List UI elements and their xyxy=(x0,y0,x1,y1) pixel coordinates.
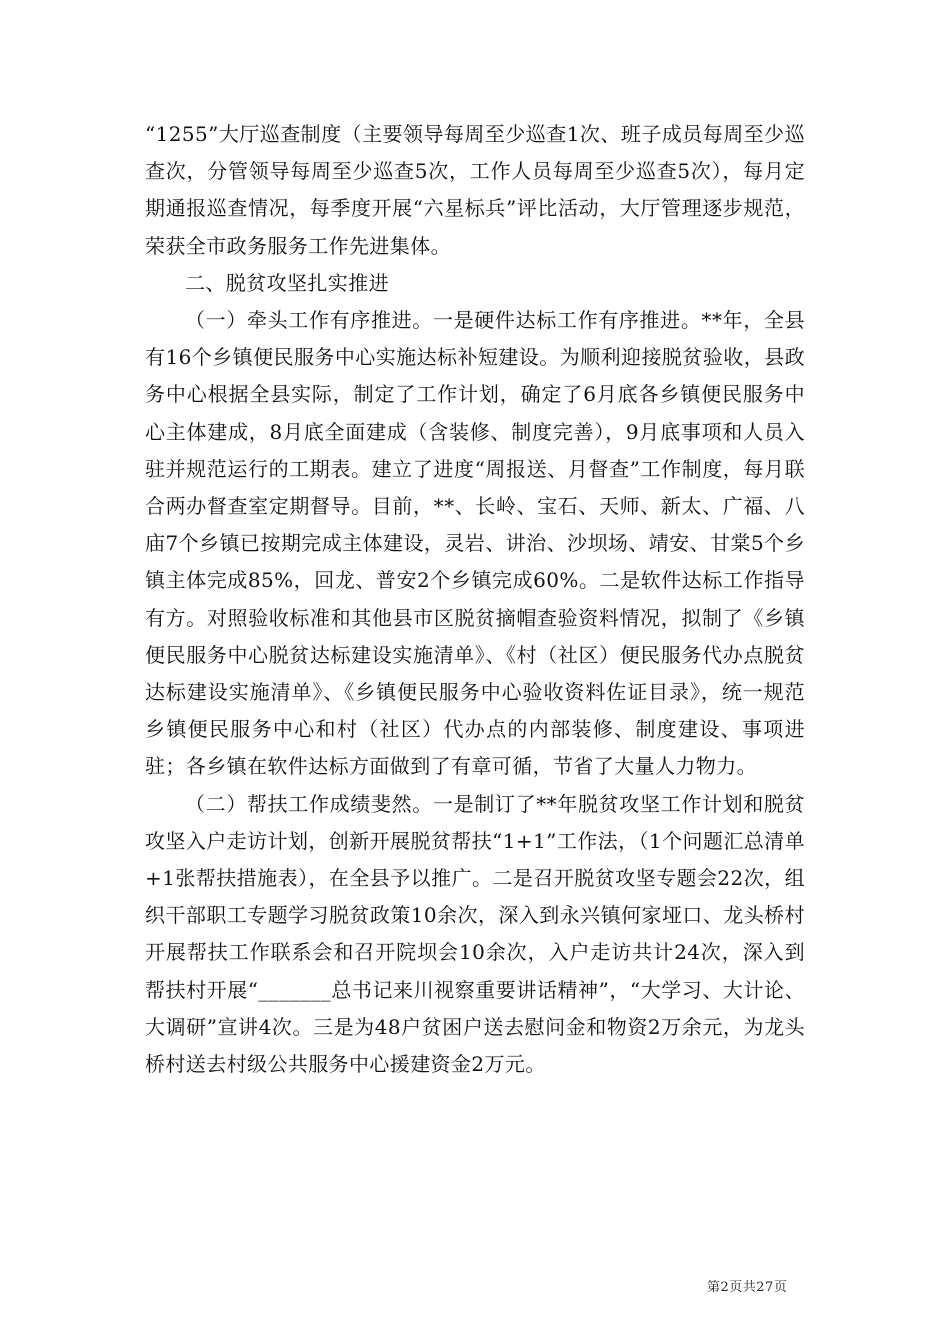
paragraph-hall-inspection: “1255”大厅巡查制度（主要领导每周至少巡查1次、班子成员每周至少巡查次，分管领导每周至少巡查5次，工作人员每周至少巡查5次），每月定期通报巡查情况，每季度开展“六星标兵”评比活动，大厅管理逐步规范，荣获全市政务服务工作先进集体。 xyxy=(145,122,805,258)
paragraph-assistance-work: （二）帮扶工作成绩斐然。一是制订了**年脱贫攻坚工作计划和脱贫攻坚入户走访计划，创新开展脱贫帮扶“1+1”工作法，（1个问题汇总清单+1张帮扶措施表），在全县予以推广。二是召开脱贫攻坚专题会22次，组织干部职工专题学习脱贫政策10余次，深入到永兴镇何家垭口、龙头桥村开展帮扶工作联系会和召开院坝会10余次，入户走访共计24次，深入到帮扶村开展“_______总书记来川视察重要讲话精神”，“大学习、大计论、大调研”宣讲4次。三是为48户贫困户送去慰问金和物资2万余元，为龙头桥村送去村级公共服务中心援建资金2万元。 xyxy=(145,791,805,1077)
section-heading-poverty-alleviation: 二、脱贫攻坚扎实推进 xyxy=(185,270,389,295)
document-body xyxy=(145,116,805,1083)
paragraph-lead-work: （一）牵头工作有序推进。一是硬件达标工作有序推进。**年，全县有16个乡镇便民服务中心实施达标补短建设。为顺利迎接脱贫验收，县政务中心根据全县实际，制定了工作计划，确定了6月底各乡镇便民服务中心主体建成，8月底全面建成（含装修、制度完善），9月底事项和人员入驻并规范运行的工期表。建立了进度“周报送、月督查”工作制度，每月联合两办督查室定期督导。目前，**、长岭、宝石、天师、新太、广福、八庙7个乡镇已按期完成主体建设，灵岩、讲治、沙坝场、靖安、甘棠5个乡镇主体完成85%，回龙、普安2个乡镇完成60%。二是软件达标工作指导有方。对照验收标准和其他县市区脱贫摘帽查验资料情况，拟制了《乡镇便民服务中心脱贫达标建设实施清单》、《村（社区）便民服务代办点脱贫达标建设实施清单》、《乡镇便民服务中心验收资料佐证目录》，统一规范乡镇便民服务中心和村（社区）代办点的内部装修、制度建设、事项进驻；各乡镇在软件达标方面做到了有章可循，节省了大量人力物力。 xyxy=(145,308,805,779)
page-number: 第2页共27页 xyxy=(707,1280,788,1295)
